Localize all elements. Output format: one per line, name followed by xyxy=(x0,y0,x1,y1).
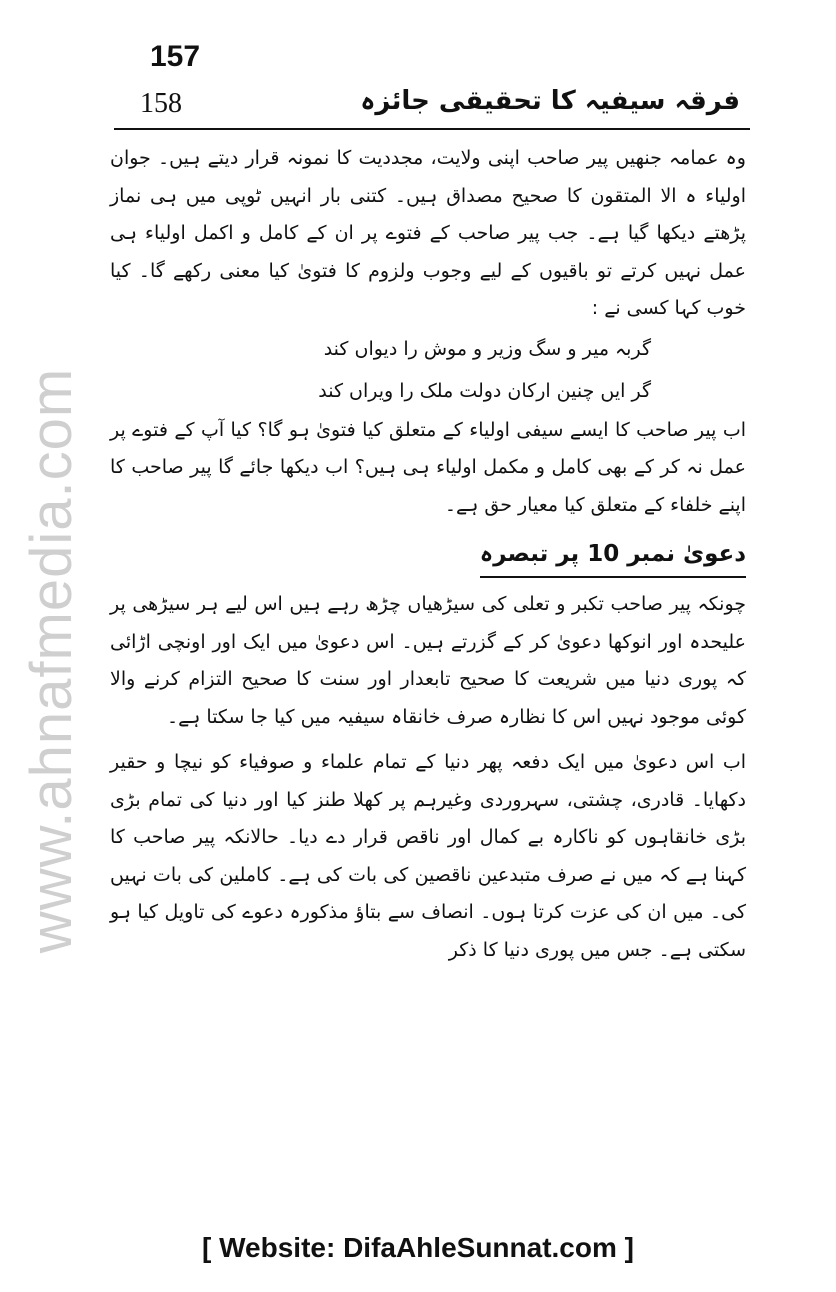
paragraph-4: اب اس دعویٰ میں ایک دفعہ پھر دنیا کے تمام علماء و صوفیاء کو نیچا و حقیر دکھایا۔ قادری، چشتی، سہروردی وغیرہم پر کھلا طنز کیا اور دنیا کی تمام بڑی بڑی خانقاہوں کو ناکارہ بے کمال اور ناقص قرار دے دیا۔ حالانکہ پیر صاحب کا کہنا ہے کہ میں نے صرف متبدعین ناقصین کی بات کی ہے۔ کاملین کی بات نہیں کی۔ میں ان کی عزت کرتا ہوں۔ انصاف سے بتاؤ مذکورہ دعوے کی تاویل کیا ہو سکتی ہے۔ جس میں پوری دنیا کا ذکر xyxy=(110,751,746,961)
verse xyxy=(110,328,746,412)
running-title: فرقہ سیفیہ کا تحقیقی جائزہ xyxy=(360,86,740,116)
paragraph-3: چونکہ پیر صاحب تکبر و تعلی کی سیڑھیاں چڑھ رہے ہیں اس لیے ہر سیڑھی پر علیحدہ اور انوکھا دعویٰ کر کے گزرتے ہیں۔ اس دعویٰ میں ایک اور اونچی اڑائی کہ پوری دنیا میں شریعت کا صحیح تابعدار اور سنت کا صحیح التزام کرنے والا کوئی موجود نہیں اس کا نظارہ صرف خانقاہ سیفیہ میں کیا جا سکتا ہے۔ xyxy=(110,593,746,728)
header-rule xyxy=(114,128,750,130)
watermark xyxy=(12,330,92,990)
paragraph-2: اب پیر صاحب کا ایسے سیفی اولیاء کے متعلق کیا فتویٰ ہو گا؟ کیا آپ کے فتوے پر عمل نہ کر کے بھی کامل و مکمل اولیاء ہی ہیں؟ اب دیکھا جائے گا پیر صاحب کا اپنے خلفاء کے متعلق کیا معیار حق ہے۔ xyxy=(110,418,746,516)
verse-line-1: گربہ میر و سگ وزیر و موش را دیواں کند xyxy=(323,337,651,360)
section-heading-wrap xyxy=(110,534,746,578)
page-number-top: 157 xyxy=(150,40,201,73)
section-heading: دعویٰ نمبر 10 پر تبصرہ xyxy=(480,534,746,578)
page-body xyxy=(110,140,746,969)
website-footer: [ Website: DifaAhleSunnat.com ] xyxy=(202,1232,634,1263)
verse-line-2: گر ایں چنین ارکان دولت ملک را ویراں کند xyxy=(318,379,651,402)
page-number-original: 158 xyxy=(140,88,182,119)
paragraph-1: وہ عمامہ جنھیں پیر صاحب اپنی ولایت، مجددیت کا نمونہ قرار دیتے ہیں۔ جوان اولیاء ہ الا المتقون کا صحیح مصداق ہیں۔ کتنی بار انہیں ٹوپی میں ہی نماز پڑھتے دیکھا گیا ہے۔ جب پیر صاحب کے فتوے پر ان کے کامل و اکمل اولیاء ہی عمل نہیں کرتے تو باقیوں کے لیے وجوب ولزوم کا فتویٰ کیا معنی رکھے گا۔ کیا خوب کہا کسی نے : xyxy=(110,147,746,319)
watermark-text: www.ahnafmedia.com xyxy=(19,367,85,953)
